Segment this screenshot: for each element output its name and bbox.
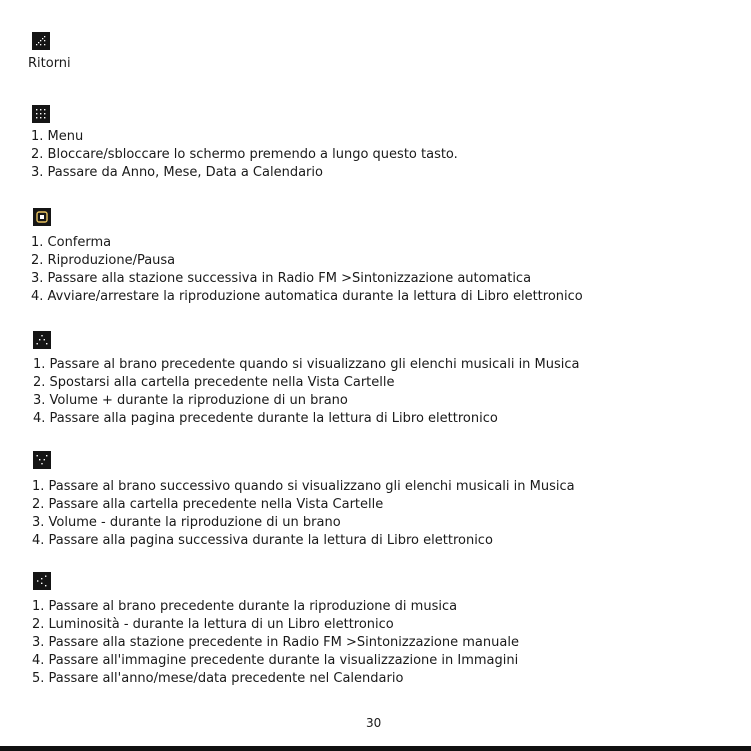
down-button-icon xyxy=(33,451,51,469)
section-5-line-2: 2. Passare alla cartella precedente nella Vista Cartelle xyxy=(32,497,384,512)
section-6-line-2: 2. Luminosità - durante la lettura di un Libro elettronico xyxy=(32,617,394,632)
menu-button-icon xyxy=(32,105,50,123)
section-3-line-2: 2. Riproduzione/Pausa xyxy=(31,253,176,268)
section-3-line-4: 4. Avviare/arrestare la riproduzione automatica durante la lettura di Libro elettronico xyxy=(31,289,583,304)
section-2-line-1: 1. Menu xyxy=(31,129,84,144)
section-4-line-4: 4. Passare alla pagina precedente durante la lettura di Libro elettronico xyxy=(33,411,498,426)
section-6-line-3: 3. Passare alla stazione precedente in Radio FM >Sintonizzazione manuale xyxy=(32,635,519,650)
section-5-line-3: 3. Volume - durante la riproduzione di un brano xyxy=(32,515,341,530)
left-button-icon xyxy=(33,572,51,590)
section-4-line-1: 1. Passare al brano precedente quando si visualizzano gli elenchi musicali in Musica xyxy=(33,357,580,372)
section-2-line-3: 3. Passare da Anno, Mese, Data a Calendario xyxy=(31,165,323,180)
page-number: 30 xyxy=(366,716,382,730)
section-3-line-1: 1. Conferma xyxy=(31,235,112,250)
section-4-line-2: 2. Spostarsi alla cartella precedente nella Vista Cartelle xyxy=(33,375,395,390)
up-button-icon xyxy=(33,331,51,349)
section-2-line-2: 2. Bloccare/sbloccare lo schermo premendo a lungo questo tasto. xyxy=(31,147,458,162)
section-6-line-4: 4. Passare all'immagine precedente durante la visualizzazione in Immagini xyxy=(32,653,519,668)
center-button-icon xyxy=(33,208,51,226)
bottom-border xyxy=(0,746,751,751)
back-button-icon xyxy=(32,32,50,50)
section-6-line-5: 5. Passare all'anno/mese/data precedente nel Calendario xyxy=(32,671,404,686)
section-6-line-1: 1. Passare al brano precedente durante la riproduzione di musica xyxy=(32,599,458,614)
section-5-line-4: 4. Passare alla pagina successiva durante la lettura di Libro elettronico xyxy=(32,533,493,548)
section-4-line-3: 3. Volume + durante la riproduzione di un brano xyxy=(33,393,348,408)
section-5-line-1: 1. Passare al brano successivo quando si visualizzano gli elenchi musicali in Musica xyxy=(32,479,575,494)
section-1-line-1: Ritorni xyxy=(28,56,71,71)
section-3-line-3: 3. Passare alla stazione successiva in Radio FM >Sintonizzazione automatica xyxy=(31,271,532,286)
